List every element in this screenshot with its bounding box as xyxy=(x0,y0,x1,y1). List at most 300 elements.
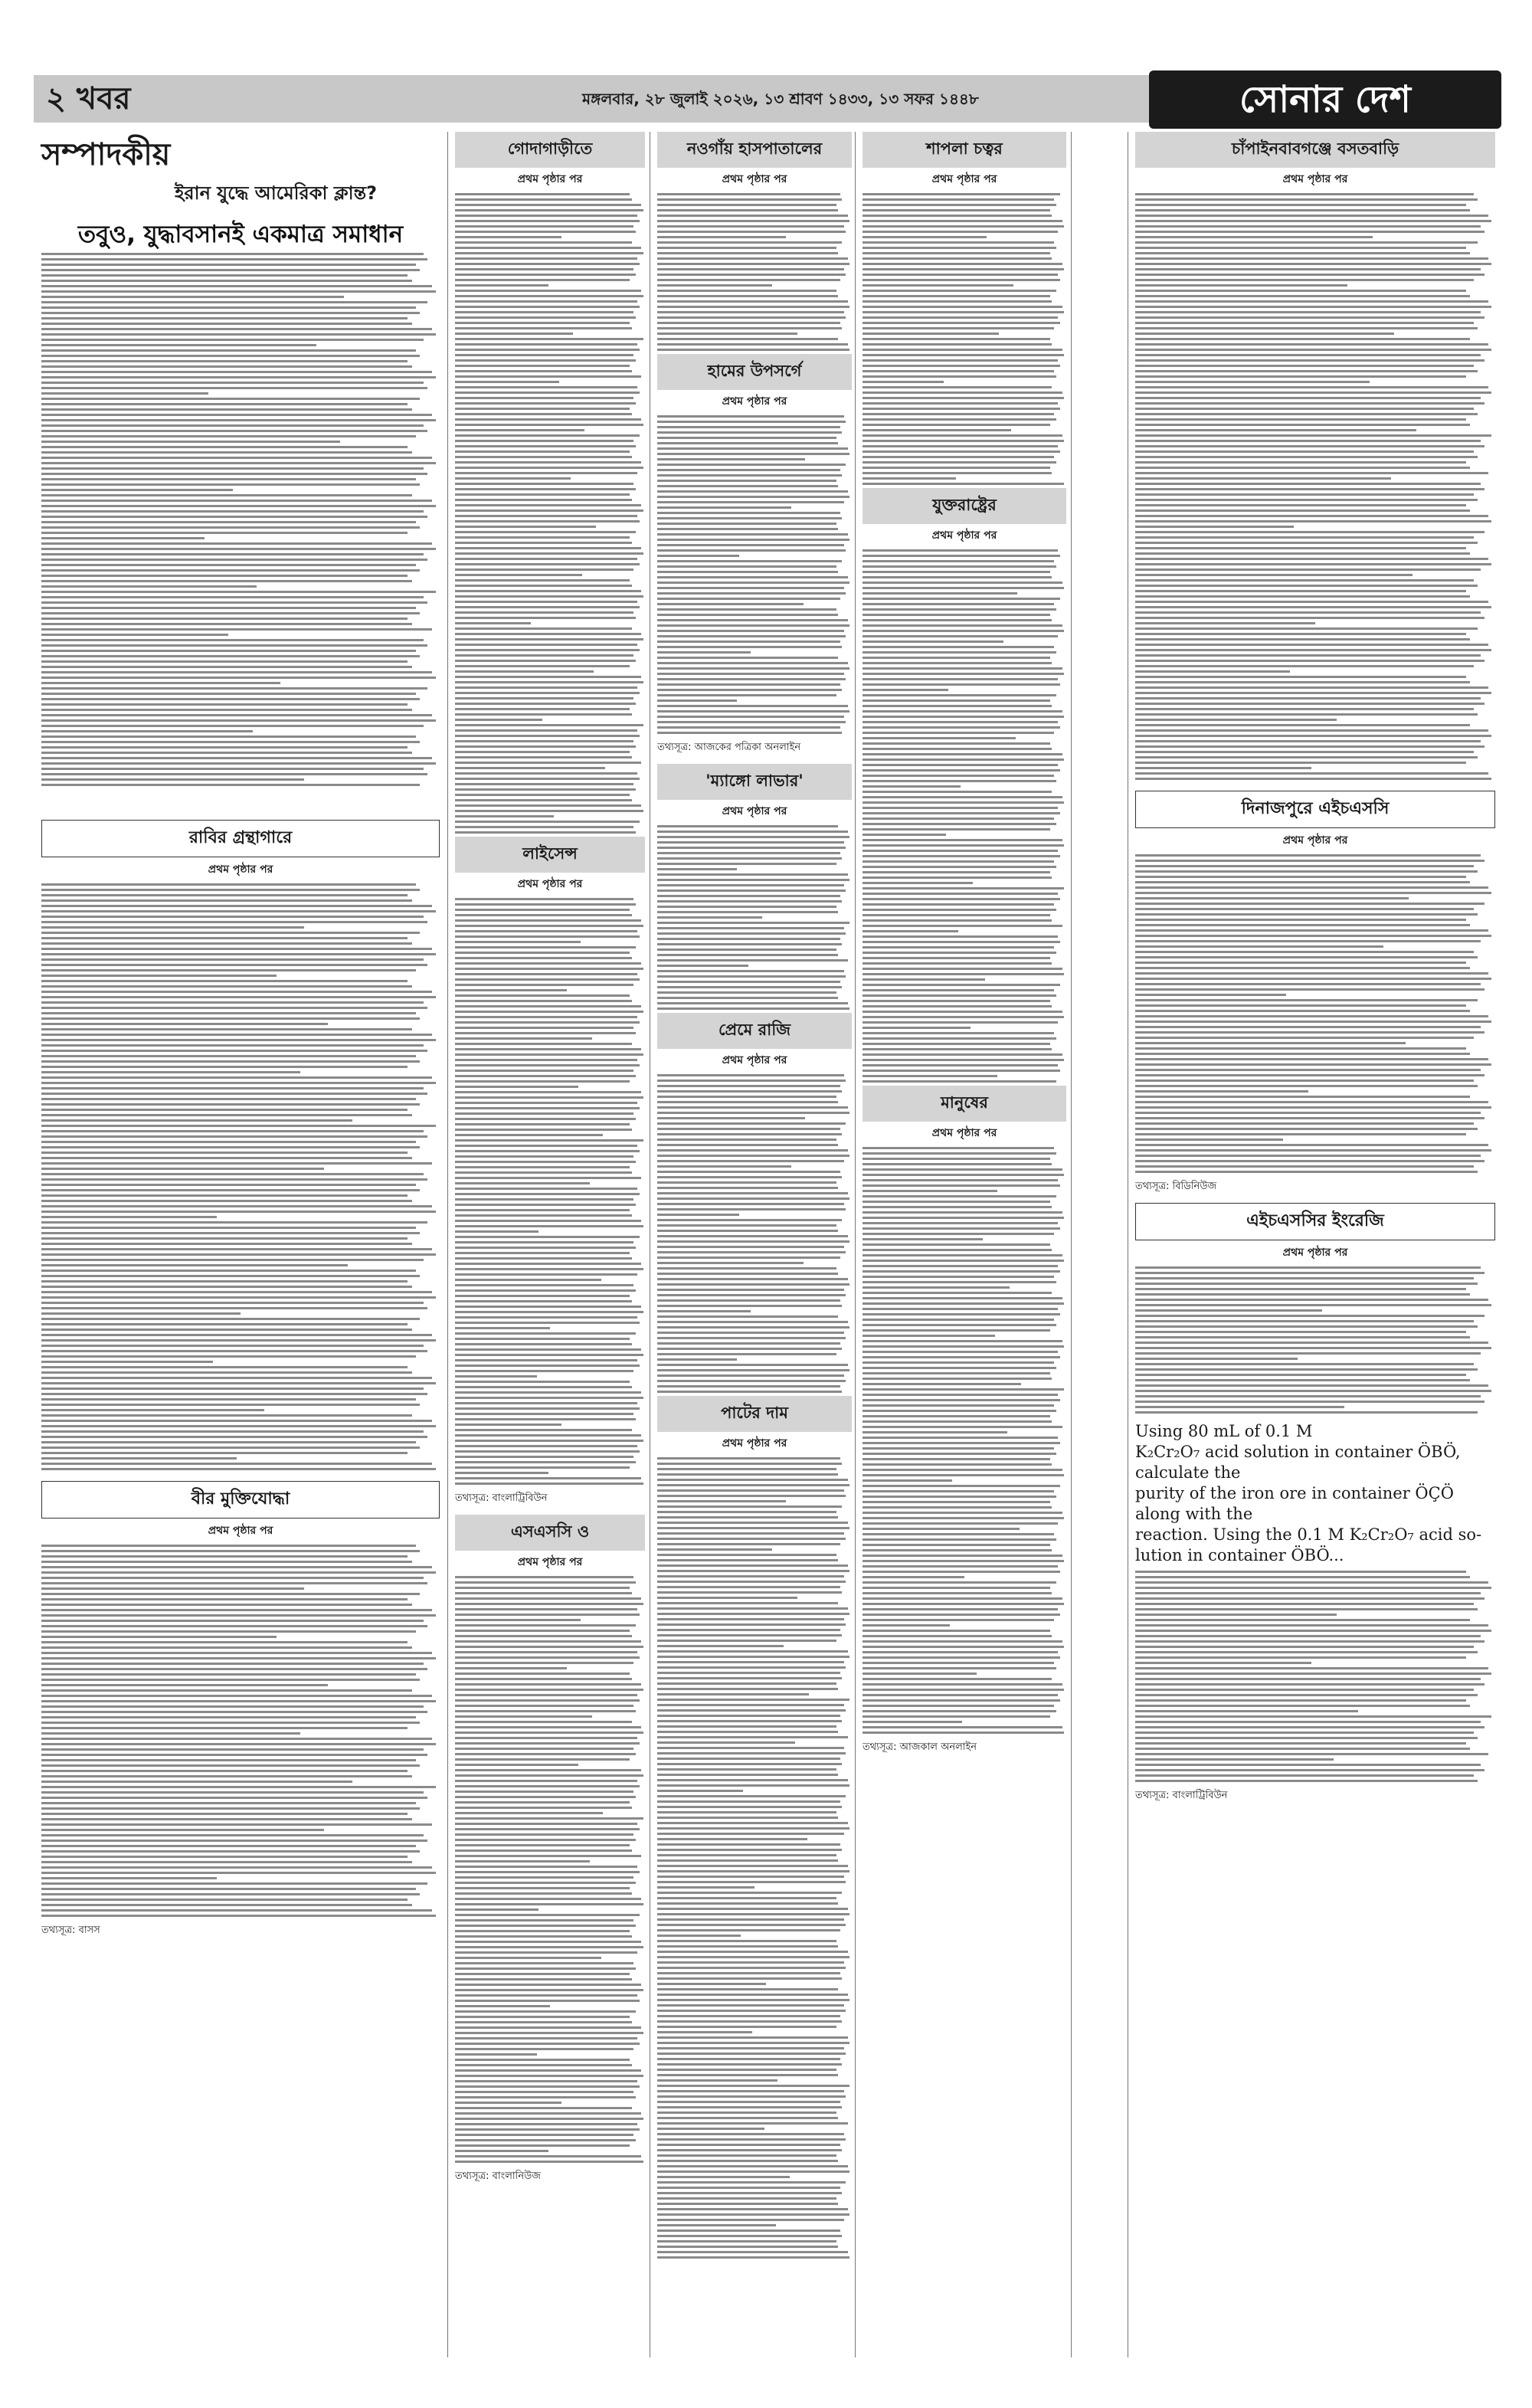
text-line xyxy=(657,640,840,643)
text-line xyxy=(41,709,412,711)
text-line xyxy=(657,1144,838,1146)
text-line xyxy=(657,1505,842,1508)
text-line xyxy=(41,1748,424,1751)
text-line xyxy=(41,953,436,955)
text-line xyxy=(455,756,632,758)
text-line xyxy=(455,1914,640,1916)
text-line xyxy=(657,247,836,249)
text-line xyxy=(41,526,420,529)
text-line xyxy=(41,1296,436,1299)
text-line xyxy=(41,1404,420,1406)
text-line xyxy=(1135,929,1488,932)
text-line xyxy=(1135,956,1478,958)
text-line xyxy=(1135,1352,1481,1355)
text-line xyxy=(41,1264,348,1266)
text-line xyxy=(455,579,630,582)
text-line xyxy=(657,1983,766,1985)
text-line xyxy=(41,585,257,588)
text-line xyxy=(657,295,838,297)
text-line xyxy=(657,421,846,423)
text-line xyxy=(1135,762,1466,764)
text-line xyxy=(41,1866,432,1869)
text-line xyxy=(455,1236,640,1238)
article-bir-source: তথ্যসূত্র: বাসস xyxy=(41,1925,100,1936)
text-line xyxy=(863,1302,1064,1305)
text-line xyxy=(455,1887,630,1889)
text-line xyxy=(863,1292,1052,1294)
text-line xyxy=(1135,1358,1298,1360)
text-line xyxy=(863,582,1062,584)
text-line xyxy=(657,927,844,929)
text-line xyxy=(455,1429,632,1431)
text-line xyxy=(863,796,1062,798)
article-gomostapur-sub: প্রথম পৃষ্ঠার পর xyxy=(517,173,583,185)
article-robi-text xyxy=(41,883,440,1473)
text-line xyxy=(1135,1374,1466,1376)
text-line xyxy=(863,1597,1062,1600)
text-line xyxy=(455,418,641,421)
text-line xyxy=(41,1023,328,1025)
text-line xyxy=(1135,1667,1488,1669)
text-line xyxy=(455,198,632,201)
text-line xyxy=(41,323,412,325)
text-line xyxy=(455,1257,632,1260)
text-line xyxy=(657,2240,836,2243)
text-line xyxy=(455,1155,633,1158)
text-line xyxy=(1135,402,1485,405)
text-line xyxy=(1135,751,1474,753)
text-line xyxy=(41,1555,408,1558)
text-line xyxy=(1135,886,1488,889)
text-line xyxy=(455,2037,637,2039)
text-line xyxy=(41,1882,427,1885)
text-line xyxy=(657,1613,849,1615)
text-line xyxy=(41,1414,412,1417)
text-line xyxy=(455,295,643,297)
text-line xyxy=(863,424,1050,426)
text-line xyxy=(41,1146,420,1148)
text-line xyxy=(1135,220,1491,222)
text-line xyxy=(455,1742,640,1745)
text-line xyxy=(657,442,838,444)
text-line xyxy=(41,666,412,668)
article-pat-text xyxy=(657,1457,852,2262)
text-line xyxy=(455,1418,636,1420)
text-line xyxy=(455,413,632,415)
text-line xyxy=(657,1988,838,1990)
text-line xyxy=(41,1840,427,1842)
text-line xyxy=(41,1377,432,1379)
text-line xyxy=(1135,284,1347,287)
text-line xyxy=(657,1709,846,1712)
text-line xyxy=(657,965,748,967)
text-line xyxy=(455,306,640,308)
text-line xyxy=(455,2005,550,2007)
text-line xyxy=(1135,467,1470,469)
brand-logo: সোনার দেশ xyxy=(1149,70,1501,129)
text-line xyxy=(657,1902,838,1905)
text-line xyxy=(455,767,605,769)
text-line xyxy=(41,1577,424,1579)
text-line xyxy=(41,1098,416,1100)
text-line xyxy=(455,483,633,485)
text-line xyxy=(41,1899,408,1901)
text-line xyxy=(1135,897,1409,899)
text-line xyxy=(657,322,840,324)
text-line xyxy=(455,788,636,791)
text-line xyxy=(1135,719,1337,721)
text-line xyxy=(657,1838,807,1840)
text-line xyxy=(41,376,436,378)
text-line xyxy=(657,2128,764,2130)
text-line xyxy=(455,386,637,388)
text-line xyxy=(863,1238,983,1240)
text-line xyxy=(657,1945,838,1948)
text-line xyxy=(1135,1331,1466,1333)
text-line xyxy=(657,911,838,913)
text-line xyxy=(863,871,1050,873)
text-line xyxy=(41,280,412,282)
text-line xyxy=(657,831,848,833)
text-line xyxy=(863,1485,1060,1487)
text-line xyxy=(657,1870,849,1872)
text-line xyxy=(863,1032,1054,1034)
text-line xyxy=(863,1437,1058,1439)
text-line xyxy=(657,306,849,308)
text-line xyxy=(657,426,840,428)
text-line xyxy=(455,719,542,721)
text-line xyxy=(1135,209,1470,211)
text-line xyxy=(455,2053,537,2056)
text-line xyxy=(41,1743,436,1745)
text-line xyxy=(455,461,641,464)
text-line xyxy=(455,1386,632,1388)
text-line xyxy=(863,1431,1007,1433)
text-line xyxy=(41,1550,420,1552)
text-line xyxy=(863,1388,1064,1391)
text-line xyxy=(455,1973,630,1975)
text-line xyxy=(455,1064,640,1066)
text-line xyxy=(455,708,630,710)
text-line xyxy=(863,614,1050,616)
article-shapla-text xyxy=(863,193,1066,488)
text-line xyxy=(863,1646,1064,1648)
text-line xyxy=(657,1779,848,1781)
text-line xyxy=(657,689,842,691)
text-line xyxy=(657,1315,838,1318)
text-line xyxy=(41,1457,237,1460)
text-line xyxy=(41,703,408,706)
editorial-question: ইরান যুদ্ধে আমেরিকা ক্লান্ত? xyxy=(174,182,378,204)
text-line xyxy=(657,1348,842,1350)
text-line xyxy=(455,327,632,329)
text-line xyxy=(863,775,1054,777)
text-line xyxy=(863,1335,995,1337)
text-line xyxy=(455,903,636,906)
text-line xyxy=(41,1323,408,1325)
text-line xyxy=(41,457,432,459)
text-line xyxy=(657,1699,849,1701)
text-line xyxy=(455,568,633,571)
text-line xyxy=(863,1276,1054,1278)
text-line xyxy=(455,1833,633,1836)
text-line xyxy=(1135,1021,1491,1023)
text-line xyxy=(455,957,632,959)
text-line xyxy=(455,1748,633,1750)
text-line xyxy=(455,622,531,624)
text-line xyxy=(455,1359,637,1361)
text-line xyxy=(657,1827,849,1830)
text-line xyxy=(863,1544,1050,1546)
text-line xyxy=(657,1774,838,1776)
text-line xyxy=(41,1007,427,1009)
text-line xyxy=(1135,204,1466,206)
text-line xyxy=(1135,349,1491,351)
text-line xyxy=(455,429,584,431)
text-line xyxy=(455,1656,640,1659)
text-line xyxy=(455,649,640,651)
text-line xyxy=(41,1695,432,1697)
text-line xyxy=(657,1337,846,1339)
text-line xyxy=(41,521,416,523)
text-line xyxy=(863,748,1052,750)
text-line xyxy=(863,1053,1062,1056)
article-preme-text xyxy=(657,1074,852,1396)
text-line xyxy=(455,1289,636,1292)
text-line xyxy=(41,1609,432,1611)
text-line xyxy=(41,1066,408,1068)
text-line xyxy=(1135,778,1491,780)
column-1-lower xyxy=(41,812,440,2352)
text-line xyxy=(657,1543,840,1545)
text-line xyxy=(41,1786,436,1788)
text-line xyxy=(657,1538,846,1540)
text-line xyxy=(1135,892,1491,894)
text-line xyxy=(657,193,840,195)
text-line xyxy=(657,932,846,935)
text-line xyxy=(657,209,838,211)
text-line xyxy=(1135,274,1485,276)
text-line xyxy=(41,1684,328,1686)
text-line xyxy=(657,1554,836,1556)
text-line xyxy=(863,844,1064,847)
text-line xyxy=(863,392,1062,394)
text-line xyxy=(657,657,838,659)
text-line xyxy=(657,474,842,477)
text-line xyxy=(657,1564,848,1567)
text-line xyxy=(41,757,432,759)
text-line xyxy=(455,434,640,437)
text-line xyxy=(41,693,416,695)
text-line xyxy=(657,986,842,988)
text-line xyxy=(657,916,762,919)
text-line xyxy=(1135,1651,1478,1653)
text-line xyxy=(41,1119,352,1122)
text-line xyxy=(657,1575,844,1577)
text-line xyxy=(657,1795,846,1797)
text-line xyxy=(657,1219,842,1221)
text-line xyxy=(41,1393,427,1395)
text-line xyxy=(455,1102,637,1104)
text-line xyxy=(863,231,1058,233)
text-line xyxy=(657,1074,844,1076)
text-line xyxy=(863,1174,1064,1176)
text-line xyxy=(657,458,805,460)
text-line xyxy=(41,419,436,421)
text-line xyxy=(41,1178,427,1181)
text-line xyxy=(1135,660,1485,662)
text-line xyxy=(1135,1122,1474,1125)
text-line xyxy=(41,542,432,545)
text-line xyxy=(41,980,408,982)
text-line xyxy=(1135,585,1478,587)
text-line xyxy=(863,1410,1056,1412)
text-line xyxy=(455,1967,636,1970)
text-line xyxy=(1135,295,1470,297)
text-line xyxy=(455,772,637,775)
text-line xyxy=(1135,247,1466,249)
text-line xyxy=(863,1710,1056,1712)
text-line xyxy=(657,1353,836,1355)
text-line xyxy=(455,397,633,399)
text-line xyxy=(657,2095,846,2098)
text-line xyxy=(455,322,630,324)
text-line xyxy=(863,689,948,691)
text-line xyxy=(41,1409,264,1411)
text-line xyxy=(863,477,956,480)
text-line xyxy=(1135,945,1383,948)
text-line xyxy=(1135,526,1294,528)
text-line xyxy=(455,1016,637,1018)
text-line xyxy=(657,991,836,994)
text-line xyxy=(455,1817,643,1820)
text-line xyxy=(41,553,424,555)
text-line xyxy=(41,1625,427,1627)
text-line xyxy=(863,1059,1064,1061)
text-line xyxy=(41,516,427,518)
text-line xyxy=(41,682,280,684)
text-line xyxy=(863,402,1058,405)
text-line xyxy=(657,2144,840,2146)
text-line xyxy=(657,2181,846,2184)
text-line xyxy=(1135,972,1488,975)
text-line xyxy=(863,1158,1050,1160)
text-line xyxy=(863,1195,1056,1197)
text-line xyxy=(455,1086,578,1088)
text-line xyxy=(455,1614,640,1616)
text-line xyxy=(863,1656,1060,1659)
text-line xyxy=(657,198,842,201)
text-line xyxy=(41,607,416,609)
text-line xyxy=(863,860,1054,863)
text-line xyxy=(1135,316,1485,319)
text-line xyxy=(657,1155,849,1157)
text-line xyxy=(455,638,643,640)
text-line xyxy=(455,935,640,938)
text-line xyxy=(863,1313,1060,1315)
text-line xyxy=(1135,590,1466,592)
text-line xyxy=(1135,1165,1474,1168)
text-line xyxy=(455,762,641,764)
text-line xyxy=(41,1291,432,1293)
text-line xyxy=(41,424,424,427)
text-line xyxy=(863,699,1050,702)
text-line xyxy=(657,2122,848,2125)
text-line xyxy=(455,1935,632,1938)
text-line xyxy=(455,1472,548,1474)
text-line xyxy=(863,1016,1064,1018)
text-line xyxy=(657,1246,844,1248)
text-line xyxy=(455,359,636,362)
text-line xyxy=(863,311,1064,313)
text-line xyxy=(455,1456,633,1458)
text-line xyxy=(41,942,412,945)
text-line xyxy=(863,973,1064,975)
text-line xyxy=(657,1112,849,1114)
text-line xyxy=(1135,1074,1485,1076)
text-line xyxy=(455,1107,640,1109)
text-line xyxy=(657,1380,846,1382)
text-line xyxy=(41,1216,217,1218)
text-line xyxy=(657,1650,848,1653)
text-line xyxy=(455,952,630,954)
text-line xyxy=(455,826,633,828)
text-line xyxy=(657,1273,838,1275)
text-line xyxy=(657,1741,795,1744)
article-hamme-source: তথ্যসূত্র: আজকের পত্রিকা অনলাইন xyxy=(657,742,801,753)
text-line xyxy=(1135,1309,1322,1312)
text-line xyxy=(863,1694,1058,1696)
text-line xyxy=(1135,633,1466,635)
text-line xyxy=(657,453,849,455)
text-line xyxy=(41,1093,427,1095)
text-line xyxy=(1135,1774,1474,1777)
text-line xyxy=(657,900,842,903)
text-line xyxy=(863,893,1058,895)
text-line xyxy=(455,1699,640,1702)
text-line xyxy=(1135,1155,1481,1157)
text-line xyxy=(41,1130,424,1132)
text-line xyxy=(863,1168,1062,1171)
text-line xyxy=(1135,860,1485,862)
text-line xyxy=(1135,424,1470,426)
text-line xyxy=(455,2026,641,2029)
article-license-title: লাইসেন্স xyxy=(455,837,645,873)
text-line xyxy=(455,1790,633,1793)
text-line xyxy=(41,1673,416,1676)
text-line xyxy=(41,1050,427,1052)
text-line xyxy=(657,1473,838,1476)
text-line xyxy=(863,1048,1052,1050)
text-line xyxy=(455,1343,632,1345)
text-line xyxy=(455,2091,633,2093)
text-line xyxy=(657,699,737,702)
text-line xyxy=(657,1299,840,1302)
text-line xyxy=(41,1770,408,1772)
editorial-title: সম্পাদকীয় xyxy=(41,136,171,172)
text-line xyxy=(1135,881,1470,883)
text-line xyxy=(41,773,427,775)
text-line xyxy=(863,887,1064,889)
text-line xyxy=(657,2036,848,2039)
article-dinajpur-title: দিনাজপুরে এইচএসসি xyxy=(1135,791,1495,828)
text-line xyxy=(863,1442,1060,1444)
text-line xyxy=(41,1446,420,1449)
text-line xyxy=(455,215,637,217)
text-line xyxy=(41,1850,420,1853)
text-line xyxy=(657,970,844,972)
text-line xyxy=(863,1340,1062,1342)
